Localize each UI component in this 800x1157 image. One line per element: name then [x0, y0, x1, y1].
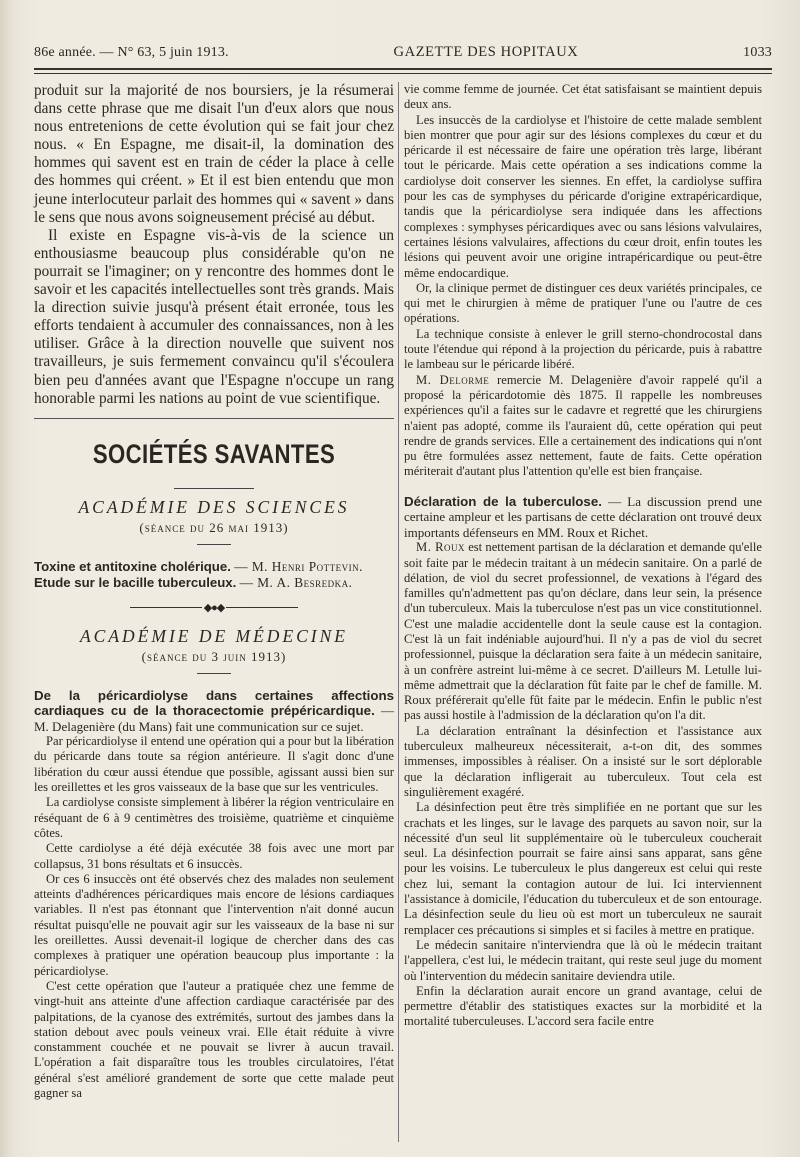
- seance-date: (séance du 26 mai 1913): [139, 519, 289, 535]
- column-divider: [398, 82, 399, 1142]
- body-paragraph: [404, 540, 762, 724]
- section-rule: [34, 418, 394, 419]
- body-paragraph: Par péricardiolyse il entend une opération qui a pour but la libération du péricarde dans toute sa région antérieure. Il s'agit donc d'une libération du cœur aussi étendue que possible, agissant aussi bien sur les oreillettes et les gros vaisseaux de la base que sur les ventricules.: [34, 734, 394, 795]
- communication-title: Déclaration de la tuberculose.: [404, 493, 602, 509]
- communication-entry: [34, 559, 394, 575]
- body-paragraph: Les insuccès de la cardiolyse et l'histoire de cette malade semblent bien montrer que pour agir sur des lésions complexes du cœur et du péricarde il est nécessaire de faire une opération très large, libérant tout le péricarde. Mais cette opération a ses indications comme la cardiolyse doit conserver les siennes. En effet, la cardiolyse suffira pour les cas de symphyses du péricarde d'origine extrapéricardique, tandis que la péricardiolyse sera indiquée dans les affections complexes : symphyses péricardiques avec ou sans lésions valvulaires, certaines lésions valvulaires, affections du cœur droit, enfin toutes les lésions qui peuvent avoir une origine intrapéricardique ou peut-être même endocardique.: [404, 112, 762, 280]
- body-paragraph: La déclaration entraînant la désinfection et l'assistance aux tuberculeux malheureux nécessiterait, a-t-on dit, des sommes immenses, impossibles à réaliser. On a insisté sur le sort déplorable que la déclaration infligerait au tuberculeux. Tout cela est singulièrement exagéré.: [404, 723, 762, 799]
- academy-title: ACADÉMIE DE MÉDECINE: [79, 625, 348, 646]
- section-title: SOCIÉTÉS SAVANTES: [92, 438, 336, 469]
- short-rule: [197, 673, 231, 674]
- communication-title: De la péricardiolyse dans certaines affections cardiaques cu de la thoracectomie prépéricardique.: [34, 687, 394, 719]
- intro-paragraph: Il existe en Espagne vis-à-vis de la science un enthousiasme beaucoup plus considérable qu'on ne pourrait se l'imaginer; on y rencontre des hommes dont le savoir et les capacités intellectuelles sont très grands. Mais la direction suivie jusqu'à présent était erronée, tous les efforts tendaient à accumuler des connaissances, non à les utiliser. Grâce à la direction nouvelle que suivent nos travailleurs, je suis fermement convaincu qu'il s'écoulera bien peu d'années avant que l'Espagne n'occupe un rang honorable parmi les nations au point de vue scientifique.: [34, 226, 394, 407]
- body-paragraph: Or, la clinique permet de distinguer ces deux variétés principales, ce qui met le chirurgien à même de pratiquer l'une ou l'autre de ces opérations.: [404, 280, 762, 326]
- entry-author: — M. A. Besredka.: [239, 574, 353, 590]
- body-paragraph: La technique consiste à enlever le grill sterno-chondrocostal dans toute l'étendue qui répond à la projection du péricarde, puis à rabattre le lambeau sur le péricarde libéré.: [404, 326, 762, 372]
- communication-author: — M. Delagenière (du Mans) fait une communication sur ce sujet.: [34, 703, 394, 734]
- page-number: 1033: [743, 45, 772, 60]
- seance-date: (séance du 3 juin 1913): [141, 648, 287, 664]
- page-header: [34, 44, 772, 61]
- body-paragraph: [404, 373, 762, 480]
- body-paragraph: C'est cette opération que l'auteur a pratiquée chez une femme de vingt-huit ans atteinte d'une affection cardiaque caractérisée par des palpitations, de la cyanose des extrémités, surtout des jambes dans la station debout avec pouls veineux vrai. Elle était réduite à vivre constamment couchée et ne pouvait se livrer à aucun travail. L'opération a fait disparaître tous les troubles circulatoires, l'état général s'est amélioré grandement de sorte que cette malade peut gagner sa: [34, 978, 394, 1101]
- communication-heading: [404, 494, 762, 541]
- left-column: [34, 82, 394, 1101]
- communication-entry: [34, 575, 394, 591]
- body-paragraph: Or ces 6 insuccès ont été observés chez des malades non seulement atteints d'adhérences péricardiques mais encore de lésions cardiaques variables. Il n'est pas étonnant que l'intervention n'ait donné aucun résultat puisqu'elle ne pouvait agir sur les vaisseaux de la base ni sur les oreillettes. Aussi devenait-il logique de chercher dans des cas complexes à pratiquer une opération beaucoup plus importante : la péricardiolyse.: [34, 871, 394, 978]
- entry-title: Etude sur le bacille tuberculeux.: [34, 574, 237, 590]
- header-rule: [34, 68, 772, 74]
- communication-heading: [34, 688, 394, 735]
- body-paragraph: vie comme femme de journée. Cet état satisfaisant se maintient depuis deux ans.: [404, 82, 762, 112]
- journal-title: GAZETTE DES HOPITAUX: [393, 44, 579, 60]
- ornament-divider: ◆●◆: [34, 601, 394, 614]
- intro-paragraph: produit sur la majorité de nos boursiers, je la résumerai dans cette phrase que me disait l'un d'eux alors que nous nous entretenions de cette évolution qui se fait jour chez nous. « En Espagne, me disait-il, la domination des hommes qui savent est en train de céder la place à celle des hommes qui créent. » Et il est bien entendu que mon jeune interlocuteur parlait des hommes qui « savent » dans le sens que nous avons soigneusement précisé au début.: [34, 82, 394, 226]
- body-paragraph: Le médecin sanitaire n'interviendra que là où le médecin traitant l'appellera, c'est lui, le médecin traitant, qui reste seul juge du moment où l'intervention du médecin sanitaire deviendra utile.: [404, 937, 762, 983]
- academy-title: ACADÉMIE DES SCIENCES: [78, 496, 350, 517]
- entry-title: Toxine et antitoxine cholérique.: [34, 558, 231, 574]
- section-underline: [174, 488, 254, 489]
- speaker-name: M. Delorme: [416, 372, 490, 387]
- body-paragraph: Cette cardiolyse a été déjà exécutée 38 fois avec une mort par collapsus, 31 bons résultats et 6 insuccès.: [34, 841, 394, 871]
- entry-author: — M. Henri Pottevin.: [234, 558, 363, 574]
- body-paragraph: Enfin la déclaration aurait encore un grand avantage, celui de permettre d'établir des statistiques exactes sur la morbidité et la mortalité tuberculeuses. L'accord sera facile entre: [404, 983, 762, 1029]
- short-rule: [197, 544, 231, 545]
- right-column: [404, 82, 762, 1030]
- speaker-text: remercie M. Delagenière d'avoir rappelé qu'il a proposé la péricardotomie dès 1875. Il rappelle les nombreuses expériences qu'il a faites sur le cadavre et regretté que les chirurgiens n'aient pas adopté, comme ils l'auraient dû, cette opération qui peut rendre de grands services. Elle a certainement des indications qui n'ont pu être formulées assez nettement, faute de faits. Cette opération mériterait d'autant plus l'attention qu'elle est bien française.: [404, 372, 762, 479]
- body-paragraph: La désinfection peut être très simplifiée en ne portant que sur les crachats et les linges, sur le lavage des parquets au savon noir, sur la nécessité d'un seul lit supplémentaire où le tuberculeux coucherait seul. La désinfection pourrait se faire ainsi sans apparat, sans gêne pour les voisins. Le tuberculeux le plus dangereux est celui qui reste chez lui, semant la contagion autour de lui. Ici interviennent l'assistance à domicile, l'éducation du tuberculeux et de son entourage. La désinfection seule du lieu où est mort un tuberculeux ne saurait remplacer ces précautions si simples et si faciles à mettre en pratique.: [404, 800, 762, 937]
- speaker-name: M. Roux: [416, 540, 465, 555]
- speaker-text: est nettement partisan de la déclaration et demande qu'elle soit faite par le médecin traitant à un médecin sanitaire. On a parlé de délation, de viol du secret professionnel, de vexations à l'égard des familles qu'n'admettent pas qu'on déclare, dans leur sein, la présence d'un tuberculeux. Mais la tuberculose n'est pas un vice constitutionnel. C'est une maladie accidentelle dont la seule cause est la contagion. C'est là un fait indéniable aujourd'hui. Il n'y a pas de viol du secret professionnel, puisque la déclaration sera faite à un médecin sanitaire, à un confrère astreint lui-même à ce secret. D'ailleurs M. Letulle lui-même admettrait que la déclaration fût faite par le chef de famille. M. Roux préférerait qu'elle fût faite par le médecin. Enfin le public n'est pas aussi hostile à l'admission de la déclaration qu'on l'a dit.: [404, 540, 762, 723]
- issue-info: 86e année. — N° 63, 5 juin 1913.: [34, 45, 229, 60]
- body-paragraph: La cardiolyse consiste simplement à libérer la région ventriculaire en réséquant de 6 à 9 centimètres des troisième, quatrième et cinquième côtes.: [34, 795, 394, 840]
- communication-intro: — La discussion prend une certaine ampleur et les partisans de cette déclaration ont trouvé deux importants défenseurs en MM. Roux et Richet.: [404, 493, 762, 540]
